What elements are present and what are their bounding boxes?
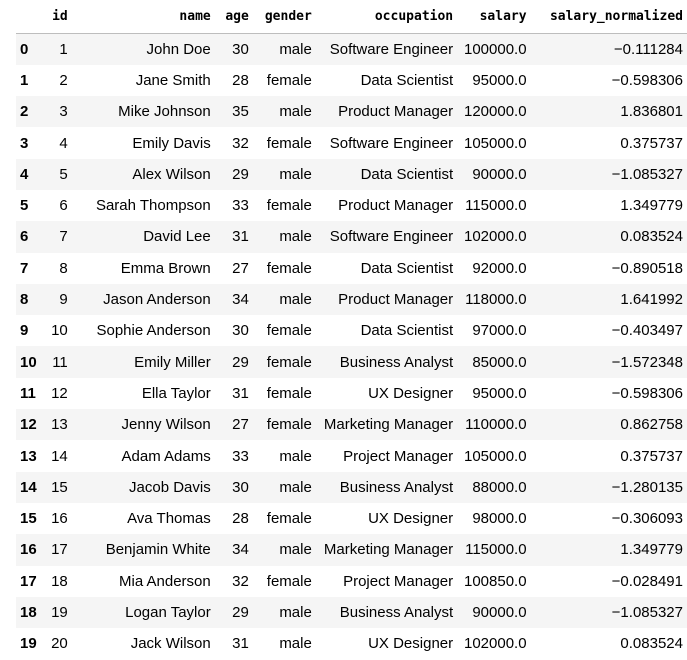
cell-occupation: UX Designer xyxy=(368,384,454,402)
cell-id: 7 xyxy=(59,228,68,246)
cell-name: Sarah Thompson xyxy=(95,197,211,215)
cell-occupation: Marketing Manager xyxy=(323,416,454,434)
cell-occupation: Product Manager xyxy=(338,197,454,215)
cell-name: Logan Taylor xyxy=(125,603,211,621)
cell-occupation: Software Engineer xyxy=(329,228,454,246)
cell-salary-normalized: 1.836801 xyxy=(620,103,683,121)
table-row xyxy=(16,65,687,96)
cell-salary-normalized: −1.085327 xyxy=(611,603,683,621)
cell-id: 14 xyxy=(51,447,68,465)
row-index: 1 xyxy=(20,71,29,89)
cell-gender: male xyxy=(279,165,312,183)
cell-gender: female xyxy=(266,134,312,152)
cell-salary-normalized: 1.641992 xyxy=(620,291,683,309)
cell-occupation: Product Manager xyxy=(338,291,454,309)
cell-name: Jack Wilson xyxy=(130,635,211,653)
cell-name: Benjamin White xyxy=(105,541,211,559)
cell-occupation: UX Designer xyxy=(368,510,454,528)
cell-age: 31 xyxy=(232,384,249,402)
cell-salary: 102000.0 xyxy=(463,635,527,653)
cell-salary: 105000.0 xyxy=(463,134,527,152)
cell-name: Jason Anderson xyxy=(103,291,211,309)
cell-salary-normalized: −0.028491 xyxy=(611,572,683,590)
cell-salary-normalized: −0.598306 xyxy=(611,71,683,89)
cell-occupation: Data Scientist xyxy=(360,165,454,183)
table-row xyxy=(16,34,687,65)
cell-salary: 90000.0 xyxy=(472,165,527,183)
cell-salary: 88000.0 xyxy=(472,478,527,496)
cell-salary: 97000.0 xyxy=(472,322,527,340)
cell-gender: male xyxy=(279,478,312,496)
cell-occupation: UX Designer xyxy=(368,635,454,653)
cell-name: Mike Johnson xyxy=(118,103,211,121)
cell-age: 34 xyxy=(232,541,249,559)
cell-age: 35 xyxy=(232,103,249,121)
cell-gender: male xyxy=(279,603,312,621)
cell-id: 16 xyxy=(51,510,68,528)
cell-salary-normalized: −0.111284 xyxy=(613,40,683,58)
cell-salary-normalized: 0.083524 xyxy=(620,228,683,246)
cell-id: 20 xyxy=(51,635,68,653)
table-row xyxy=(16,409,687,440)
cell-id: 5 xyxy=(59,165,68,183)
cell-id: 6 xyxy=(59,197,68,215)
cell-occupation: Software Engineer xyxy=(329,40,454,58)
cell-age: 32 xyxy=(232,134,249,152)
cell-id: 18 xyxy=(51,572,68,590)
cell-salary: 95000.0 xyxy=(472,71,527,89)
cell-name: John Doe xyxy=(146,40,211,58)
cell-age: 33 xyxy=(232,447,249,465)
cell-id: 2 xyxy=(59,71,68,89)
cell-gender: female xyxy=(266,416,312,434)
cell-gender: male xyxy=(279,447,312,465)
column-header-id: id xyxy=(45,0,72,34)
cell-id: 10 xyxy=(51,322,68,340)
column-header-occupation: occupation xyxy=(316,0,457,34)
row-index: 13 xyxy=(20,447,37,465)
cell-salary-normalized: 0.083524 xyxy=(620,635,683,653)
cell-age: 28 xyxy=(232,510,249,528)
cell-occupation: Business Analyst xyxy=(339,603,454,621)
header-row xyxy=(16,0,687,34)
cell-salary-normalized: 0.375737 xyxy=(620,447,683,465)
table-row xyxy=(16,96,687,127)
table-row xyxy=(16,566,687,597)
cell-salary-normalized: −1.572348 xyxy=(611,353,683,371)
cell-salary: 120000.0 xyxy=(463,103,527,121)
cell-occupation: Data Scientist xyxy=(360,259,454,277)
row-index: 11 xyxy=(20,384,36,402)
cell-occupation: Project Manager xyxy=(343,447,454,465)
row-index: 16 xyxy=(20,541,37,559)
cell-salary: 100000.0 xyxy=(463,40,527,58)
cell-name: Sophie Anderson xyxy=(96,322,211,340)
cell-name: Jenny Wilson xyxy=(121,416,211,434)
cell-age: 27 xyxy=(232,259,249,277)
cell-gender: female xyxy=(266,510,312,528)
cell-age: 27 xyxy=(232,416,249,434)
cell-name: Jane Smith xyxy=(135,71,211,89)
cell-salary: 115000.0 xyxy=(465,197,527,215)
cell-id: 11 xyxy=(52,353,68,371)
table-row xyxy=(16,534,687,565)
cell-gender: female xyxy=(266,197,312,215)
cell-name: Emily Miller xyxy=(134,353,211,371)
row-index: 18 xyxy=(20,603,37,621)
cell-id: 4 xyxy=(59,134,68,152)
cell-gender: female xyxy=(266,259,312,277)
cell-occupation: Product Manager xyxy=(338,103,454,121)
cell-id: 12 xyxy=(51,384,68,402)
table-row xyxy=(16,284,687,315)
row-index: 0 xyxy=(20,40,29,58)
table-row xyxy=(16,190,687,221)
cell-salary-normalized: 1.349779 xyxy=(620,197,683,215)
cell-salary-normalized: −0.403497 xyxy=(611,322,683,340)
cell-name: David Lee xyxy=(143,228,211,246)
cell-salary: 95000.0 xyxy=(472,384,527,402)
row-index: 14 xyxy=(20,478,37,496)
table-row xyxy=(16,472,687,503)
row-index: 4 xyxy=(20,165,29,183)
cell-occupation: Business Analyst xyxy=(339,353,454,371)
table-row xyxy=(16,597,687,628)
cell-salary-normalized: 0.375737 xyxy=(620,134,683,152)
table-row xyxy=(16,503,687,534)
row-index: 7 xyxy=(20,259,29,277)
cell-gender: female xyxy=(266,353,312,371)
cell-id: 9 xyxy=(59,291,68,309)
table-row xyxy=(16,628,687,659)
cell-gender: female xyxy=(266,322,312,340)
cell-id: 8 xyxy=(59,259,68,277)
cell-age: 32 xyxy=(232,572,249,590)
cell-name: Alex Wilson xyxy=(132,165,211,183)
cell-age: 34 xyxy=(232,291,249,309)
table-row xyxy=(16,440,687,471)
cell-name: Jacob Davis xyxy=(129,478,211,496)
table-row xyxy=(16,253,687,284)
cell-occupation: Marketing Manager xyxy=(323,541,454,559)
row-index: 12 xyxy=(20,416,37,434)
cell-salary: 102000.0 xyxy=(463,228,527,246)
cell-gender: male xyxy=(279,228,312,246)
column-header-salary: salary xyxy=(457,0,530,34)
column-header-name: name xyxy=(72,0,215,34)
cell-gender: male xyxy=(279,635,312,653)
cell-age: 29 xyxy=(232,603,249,621)
index-header xyxy=(16,0,45,34)
cell-id: 1 xyxy=(59,40,68,58)
cell-salary: 100850.0 xyxy=(463,572,527,590)
cell-age: 30 xyxy=(232,40,249,58)
cell-occupation: Software Engineer xyxy=(329,134,454,152)
cell-name: Ava Thomas xyxy=(127,510,211,528)
column-header-age: age xyxy=(215,0,253,34)
cell-gender: female xyxy=(266,572,312,590)
cell-occupation: Data Scientist xyxy=(360,322,454,340)
row-index: 5 xyxy=(20,197,29,215)
cell-age: 31 xyxy=(232,635,249,653)
cell-name: Emma Brown xyxy=(120,259,211,277)
dataframe-output xyxy=(16,0,687,659)
cell-gender: male xyxy=(279,291,312,309)
cell-age: 29 xyxy=(232,353,249,371)
cell-salary: 92000.0 xyxy=(472,259,527,277)
cell-occupation: Business Analyst xyxy=(339,478,454,496)
cell-id: 17 xyxy=(51,541,68,559)
cell-age: 29 xyxy=(232,165,249,183)
row-index: 15 xyxy=(20,510,37,528)
row-index: 10 xyxy=(20,353,37,371)
table-row xyxy=(16,315,687,346)
cell-id: 19 xyxy=(51,603,68,621)
cell-salary: 98000.0 xyxy=(472,510,527,528)
cell-occupation: Project Manager xyxy=(343,572,454,590)
cell-salary: 85000.0 xyxy=(472,353,527,371)
row-index: 3 xyxy=(20,134,29,152)
table-row xyxy=(16,159,687,190)
table-row xyxy=(16,221,687,252)
cell-salary-normalized: −0.306093 xyxy=(611,510,683,528)
table-row xyxy=(16,378,687,409)
cell-salary: 118000.0 xyxy=(465,291,527,309)
cell-salary-normalized: −1.280135 xyxy=(611,478,683,496)
cell-name: Ella Taylor xyxy=(141,384,211,402)
cell-age: 30 xyxy=(232,322,249,340)
cell-salary-normalized: 1.349779 xyxy=(620,541,683,559)
cell-name: Adam Adams xyxy=(121,447,211,465)
row-index: 9 xyxy=(20,322,29,340)
cell-gender: female xyxy=(266,71,312,89)
cell-salary: 115000.0 xyxy=(465,541,527,559)
cell-age: 30 xyxy=(232,478,249,496)
cell-salary-normalized: −1.085327 xyxy=(611,165,683,183)
cell-age: 31 xyxy=(232,228,249,246)
table-row xyxy=(16,127,687,158)
cell-salary-normalized: −0.598306 xyxy=(611,384,683,402)
row-index: 2 xyxy=(20,103,29,121)
cell-gender: male xyxy=(279,541,312,559)
cell-age: 28 xyxy=(232,71,249,89)
column-header-gender: gender xyxy=(253,0,316,34)
row-index: 19 xyxy=(20,635,37,653)
cell-salary: 110000.0 xyxy=(465,416,527,434)
table-row xyxy=(16,346,687,377)
column-header-salary-normalized: salary_normalized xyxy=(531,0,687,34)
cell-name: Mia Anderson xyxy=(119,572,211,590)
row-index: 6 xyxy=(20,228,29,246)
row-index: 8 xyxy=(20,291,29,309)
cell-id: 13 xyxy=(51,416,68,434)
cell-gender: male xyxy=(279,40,312,58)
cell-gender: male xyxy=(279,103,312,121)
cell-id: 15 xyxy=(51,478,68,496)
cell-salary-normalized: 0.862758 xyxy=(620,416,683,434)
cell-salary: 105000.0 xyxy=(463,447,527,465)
cell-gender: female xyxy=(266,384,312,402)
table-body xyxy=(16,34,687,660)
cell-salary: 90000.0 xyxy=(472,603,527,621)
dataframe-table xyxy=(16,0,687,659)
cell-id: 3 xyxy=(59,103,68,121)
cell-name: Emily Davis xyxy=(132,134,211,152)
cell-occupation: Data Scientist xyxy=(360,71,454,89)
row-index: 17 xyxy=(20,572,37,590)
cell-age: 33 xyxy=(232,197,249,215)
cell-salary-normalized: −0.890518 xyxy=(611,259,683,277)
